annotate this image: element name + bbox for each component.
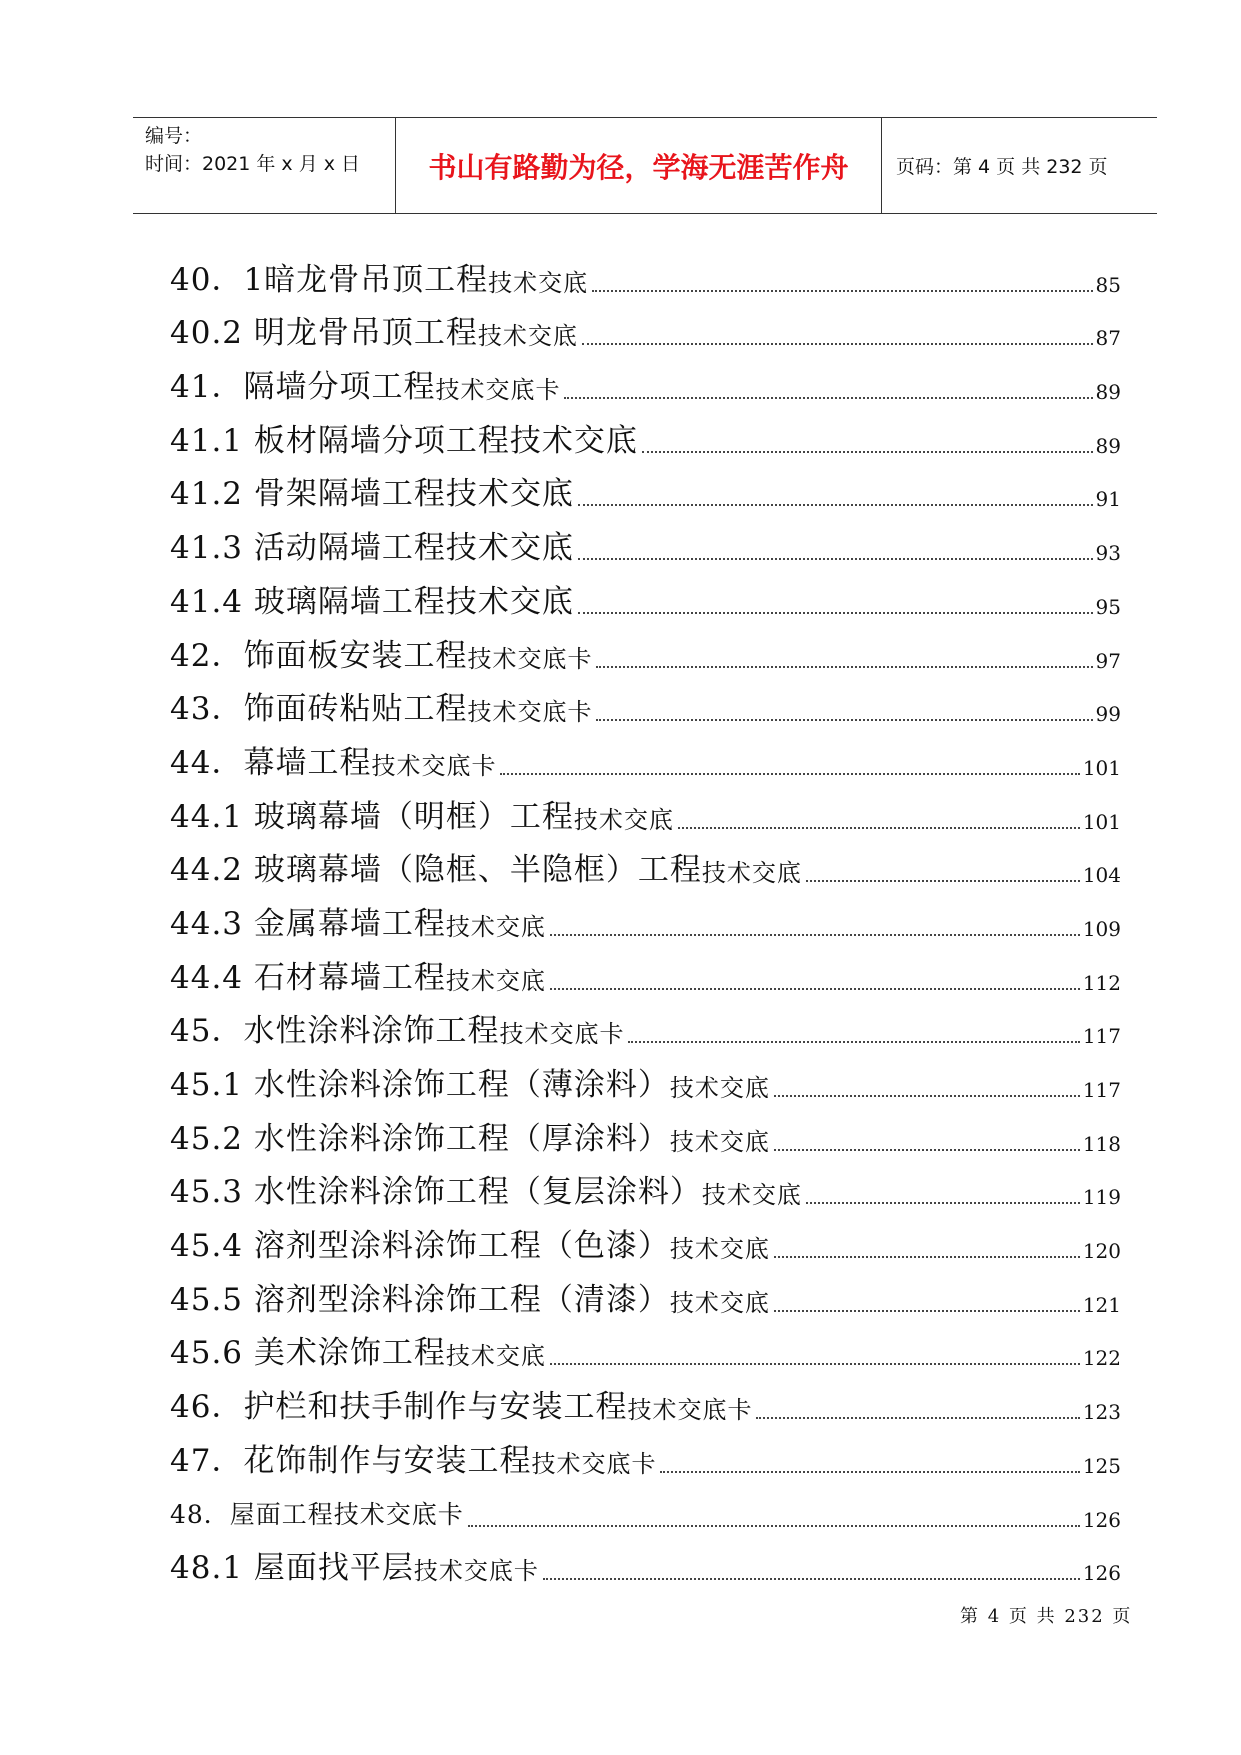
toc-entry[interactable] — [170, 1425, 1121, 1479]
toc-entry-title: 45．水性涂料涂饰工程 — [170, 1013, 500, 1050]
toc-entry[interactable] — [170, 1371, 1121, 1425]
toc-entry-page-number: 93 — [1095, 541, 1121, 566]
dot-leader — [578, 504, 1093, 506]
dot-leader — [756, 1417, 1079, 1419]
toc-entry-suffix: 技术交底 — [445, 1342, 546, 1371]
dot-leader — [468, 1525, 1080, 1527]
dot-leader — [628, 1041, 1079, 1043]
toc-entry-title: 44.2 玻璃幕墙（隐框、半隐框）工程 — [170, 852, 702, 889]
dot-leader — [678, 827, 1080, 829]
toc-entry[interactable] — [170, 1103, 1121, 1157]
toc-entry[interactable] — [170, 888, 1121, 942]
toc-entry[interactable] — [170, 1264, 1121, 1318]
toc-entry-title: 41.1 板材隔墙分项工程技术交底 — [170, 422, 638, 459]
toc-entry-page-number: 104 — [1082, 863, 1121, 888]
dot-leader — [642, 451, 1093, 453]
toc-entry-title: 41．隔墙分项工程 — [170, 369, 436, 406]
toc-entry-suffix: 技术交底卡 — [371, 751, 497, 780]
dot-leader — [550, 988, 1080, 990]
dot-leader — [550, 1363, 1080, 1365]
header-left-cell — [133, 118, 396, 213]
toc-entry-title: 45.1 水性涂料涂饰工程（薄涂料） — [170, 1067, 670, 1103]
toc-entry-page-number: 101 — [1082, 809, 1121, 834]
header-page-info: 页码：第 4 页 共 232 页 — [896, 156, 1108, 178]
toc-entry-page-number: 95 — [1095, 594, 1121, 619]
dot-leader — [578, 558, 1093, 560]
toc-entry[interactable] — [170, 674, 1121, 728]
dot-leader — [774, 1149, 1080, 1151]
toc-entry-page-number: 125 — [1082, 1453, 1121, 1478]
toc-entry[interactable] — [170, 1210, 1121, 1264]
toc-entry-page-number: 85 — [1095, 272, 1121, 297]
toc-entry-title: 43．饰面砖粘贴工程 — [170, 691, 468, 728]
dot-leader — [806, 1202, 1080, 1204]
toc-entry-title: 41.3 活动隔墙工程技术交底 — [170, 530, 574, 567]
toc-entry-page-number: 117 — [1082, 1024, 1121, 1049]
toc-entry[interactable] — [170, 835, 1121, 889]
toc-entry-page-number: 112 — [1082, 970, 1121, 995]
toc-entry[interactable] — [170, 1318, 1121, 1372]
toc-entry-suffix: 技术交底卡 — [531, 1449, 657, 1478]
toc-entry[interactable] — [170, 298, 1121, 352]
toc-entry-page-number: 118 — [1082, 1131, 1121, 1156]
toc-entry-page-number: 109 — [1082, 916, 1121, 941]
toc-entry-title: 45.2 水性涂料涂饰工程（厚涂料） — [170, 1120, 670, 1157]
toc-entry-suffix: 技术交底 — [669, 1074, 770, 1102]
dot-leader — [578, 612, 1093, 614]
dot-leader — [774, 1095, 1080, 1097]
toc-entry-page-number: 89 — [1095, 380, 1121, 405]
toc-entry-title: 41.4 玻璃隔墙工程技术交底 — [170, 583, 574, 620]
toc-entry[interactable] — [170, 566, 1121, 620]
toc-entry-suffix: 技术交底卡 — [435, 376, 561, 405]
toc-entry-suffix: 技术交底卡 — [413, 1557, 539, 1586]
toc-entry-page-number: 101 — [1082, 755, 1121, 780]
toc-entry-suffix: 技术交底 — [669, 1288, 770, 1317]
toc-entry[interactable] — [170, 620, 1121, 674]
toc-entry-suffix: 技术交底卡 — [499, 1020, 625, 1049]
dot-leader — [543, 1578, 1080, 1580]
dot-leader — [592, 290, 1092, 292]
dot-leader — [806, 880, 1080, 882]
toc-entry-suffix: 技术交底 — [477, 322, 578, 351]
toc-entry-suffix: 技术交底 — [669, 1127, 770, 1156]
toc-entry-page-number: 119 — [1082, 1185, 1121, 1210]
page-footer: 第 4 页 共 232 页 — [960, 1606, 1133, 1627]
toc-entry-page-number: 99 — [1095, 702, 1121, 727]
toc-entry-title: 42．饰面板安装工程 — [170, 637, 468, 674]
toc-entry-page-number: 126 — [1082, 1507, 1121, 1532]
toc-entry-suffix: 技术交底 — [445, 912, 546, 941]
toc-entry-title: 44．幕墙工程 — [170, 744, 372, 781]
toc-entry-title: 47．花饰制作与安装工程 — [170, 1442, 532, 1479]
toc-entry-title: 40．1暗龙骨吊顶工程 — [170, 261, 489, 298]
toc-entry[interactable] — [170, 1479, 1121, 1533]
dot-leader — [596, 666, 1092, 668]
toc-entry-page-number: 89 — [1095, 433, 1121, 458]
toc-entry-suffix: 技术交底 — [701, 859, 802, 888]
toc-entry-title: 45.3 水性涂料涂饰工程（复层涂料） — [170, 1174, 702, 1211]
toc-entry[interactable] — [170, 996, 1121, 1050]
toc-entry[interactable] — [170, 405, 1121, 459]
table-of-contents — [170, 244, 1121, 1586]
page-header — [133, 117, 1157, 214]
toc-entry-page-number: 117 — [1082, 1078, 1121, 1102]
toc-entry-title: 48．屋面工程技术交底卡 — [170, 1499, 464, 1529]
toc-entry[interactable] — [170, 942, 1121, 996]
toc-entry-page-number: 122 — [1082, 1346, 1121, 1371]
toc-entry[interactable] — [170, 781, 1121, 835]
dot-leader — [550, 934, 1080, 936]
toc-entry-title: 44.1 玻璃幕墙（明框）工程 — [170, 798, 574, 835]
toc-entry-page-number: 91 — [1095, 487, 1121, 512]
toc-entry-suffix: 技术交底 — [573, 805, 674, 834]
toc-entry[interactable] — [170, 244, 1121, 298]
toc-entry-suffix: 技术交底 — [445, 966, 546, 995]
header-motto: 书山有路勤为径，学海无涯苦作舟 — [396, 118, 882, 213]
toc-entry-page-number: 121 — [1082, 1292, 1121, 1317]
toc-entry-suffix: 技术交底卡 — [467, 644, 593, 673]
toc-entry-title: 40.2 明龙骨吊顶工程 — [170, 315, 478, 352]
toc-entry-page-number: 97 — [1095, 648, 1121, 673]
toc-entry-page-number: 126 — [1082, 1561, 1121, 1586]
toc-entry-title: 41.2 骨架隔墙工程技术交底 — [170, 476, 574, 513]
toc-entry-title: 48.1 屋面找平层 — [170, 1550, 414, 1587]
serial-number-label: 编号： — [145, 125, 203, 147]
toc-entry-suffix: 技术交底 — [488, 268, 589, 297]
dot-leader — [774, 1256, 1080, 1258]
toc-entry-title: 44.4 石材幕墙工程 — [170, 959, 446, 996]
toc-entry[interactable] — [170, 351, 1121, 405]
toc-entry-title: 45.6 美术涂饰工程 — [170, 1335, 446, 1372]
toc-entry-suffix: 技术交底 — [669, 1235, 770, 1264]
toc-entry-title: 45.5 溶剂型涂料涂饰工程（清漆） — [170, 1281, 670, 1318]
toc-entry-suffix: 技术交底卡 — [627, 1396, 753, 1425]
dot-leader — [774, 1310, 1080, 1312]
toc-entry-page-number: 123 — [1082, 1400, 1121, 1425]
toc-entry-page-number: 87 — [1095, 326, 1121, 351]
dot-leader — [596, 719, 1092, 721]
toc-entry[interactable] — [170, 1049, 1121, 1103]
toc-entry-title: 46．护栏和扶手制作与安装工程 — [170, 1389, 628, 1426]
dot-leader — [564, 397, 1092, 399]
toc-entry[interactable] — [170, 459, 1121, 513]
toc-entry-title: 45.4 溶剂型涂料涂饰工程（色漆） — [170, 1228, 670, 1265]
toc-entry-title: 44.3 金属幕墙工程 — [170, 905, 446, 942]
dot-leader — [660, 1471, 1079, 1473]
toc-entry-page-number: 120 — [1082, 1239, 1121, 1264]
date-label: 时间：2021 年 x 月 x 日 — [145, 153, 361, 175]
toc-entry[interactable] — [170, 727, 1121, 781]
toc-entry-suffix: 技术交底 — [701, 1181, 802, 1210]
dot-leader — [582, 343, 1093, 345]
toc-entry[interactable] — [170, 512, 1121, 566]
toc-entry[interactable] — [170, 1533, 1121, 1587]
toc-entry-suffix: 技术交底卡 — [467, 698, 593, 727]
toc-entry[interactable] — [170, 1157, 1121, 1211]
dot-leader — [500, 773, 1079, 775]
